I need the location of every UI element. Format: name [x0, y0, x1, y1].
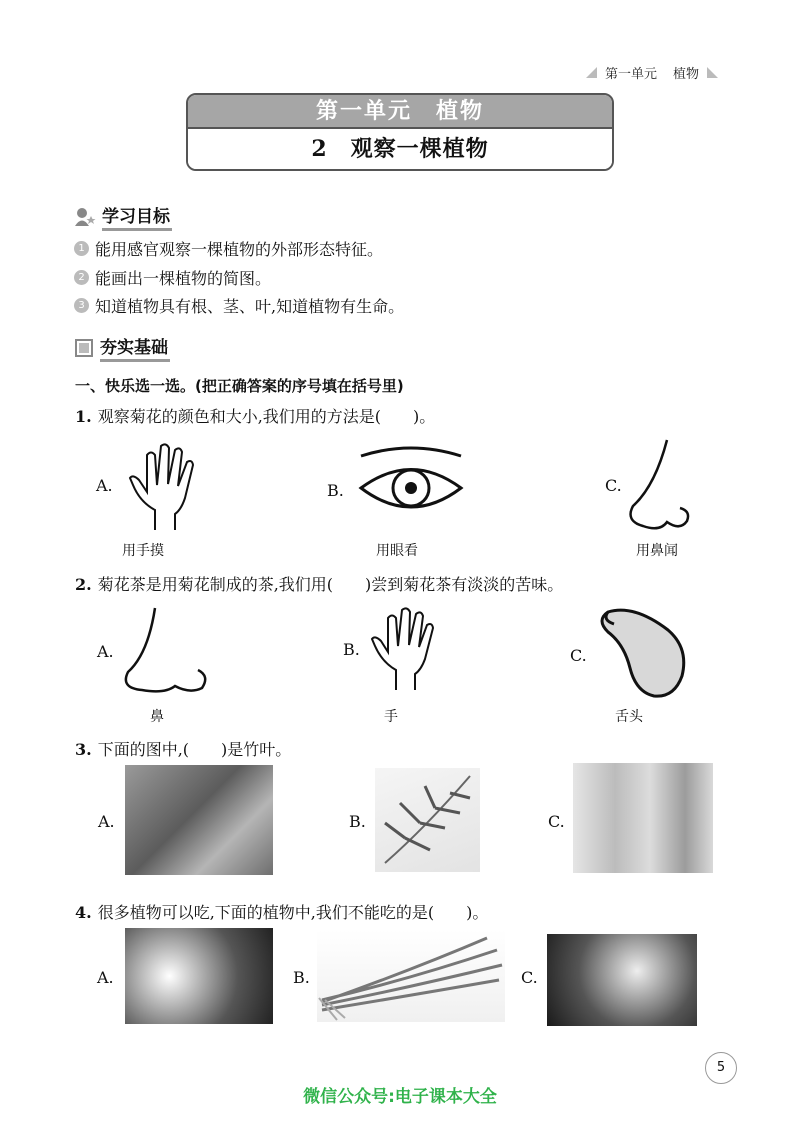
question-text: 下面的图中,( )是竹叶。 [97, 740, 292, 759]
calla-lily-photo [547, 934, 697, 1026]
question-number: 2. [75, 575, 92, 594]
tomato-photo [125, 928, 273, 1024]
goal-item [74, 266, 271, 289]
option-letter: C. [570, 646, 587, 665]
option-caption: 舌头 [615, 709, 643, 725]
option-caption: 鼻 [150, 709, 164, 725]
goal-number-badge: 1 [74, 241, 89, 256]
nose-icon [625, 436, 695, 536]
goal-number-badge: 3 [74, 298, 89, 313]
option-letter: C. [548, 812, 565, 831]
hand-icon [125, 440, 205, 535]
lesson-banner [186, 93, 614, 171]
option-letter: B. [343, 640, 360, 659]
option-letter: B. [327, 481, 344, 500]
running-header-unit: 第一单元 [604, 67, 657, 82]
question-text: 观察菊花的颜色和大小,我们用的方法是( )。 [97, 407, 436, 426]
lesson-title: 2 观察一棵植物 [188, 127, 612, 169]
question-text: 菊花茶是用菊花制成的茶,我们用( )尝到菊花茶有淡淡的苦味。 [97, 575, 564, 594]
footer-text: 微信公众号:电子课本大全 [303, 1087, 497, 1107]
question-number: 4. [75, 903, 92, 922]
bamboo-leaves-image [375, 768, 480, 872]
goal-item [74, 237, 383, 260]
unit-title: 第一单元 植物 [188, 95, 612, 127]
right-triangle-icon [707, 67, 718, 78]
goal-item [74, 294, 404, 317]
question-2 [75, 572, 563, 595]
goals-heading [74, 202, 172, 231]
page-number: 5 [705, 1052, 737, 1084]
goal-text: 知道植物具有根、茎、叶,知道植物有生命。 [95, 297, 405, 316]
option-letter: B. [293, 968, 310, 987]
basics-heading-text: 夯实基础 [100, 333, 170, 362]
question-4 [75, 900, 488, 923]
hand-icon [368, 604, 443, 694]
left-triangle-icon [586, 67, 597, 78]
goal-text: 能画出一棵植物的简图。 [95, 269, 272, 288]
question-1 [75, 404, 435, 427]
goal-number-badge: 2 [74, 270, 89, 285]
running-header [586, 63, 718, 82]
chives-image [317, 930, 505, 1022]
question-3 [75, 737, 291, 760]
running-header-topic: 植物 [672, 67, 699, 82]
option-letter: A. [97, 968, 114, 987]
option-caption: 用鼻闻 [636, 543, 678, 559]
goal-text: 能用感官观察一棵植物的外部形态特征。 [95, 240, 384, 259]
goals-heading-text: 学习目标 [102, 202, 172, 231]
willow-photo [573, 763, 713, 873]
basics-heading [74, 333, 170, 362]
leaf-photo [125, 765, 273, 875]
tongue-icon [594, 606, 689, 701]
question-number: 1. [75, 407, 92, 426]
option-letter: A. [96, 476, 113, 495]
book-icon [74, 338, 94, 358]
nose-icon [120, 604, 215, 699]
option-letter: C. [605, 476, 622, 495]
part1-title: 一、快乐选一选。(把正确答案的序号填在括号里) [75, 377, 404, 395]
option-caption: 用眼看 [376, 543, 418, 559]
option-letter: B. [349, 812, 366, 831]
question-text: 很多植物可以吃,下面的植物中,我们不能吃的是( )。 [97, 903, 489, 922]
student-icon [74, 207, 96, 227]
question-number: 3. [75, 740, 92, 759]
option-letter: A. [97, 642, 114, 661]
option-caption: 用手摸 [122, 543, 164, 559]
option-caption: 手 [384, 709, 398, 725]
eye-icon [356, 446, 466, 526]
option-letter: A. [98, 812, 115, 831]
option-letter: C. [521, 968, 538, 987]
